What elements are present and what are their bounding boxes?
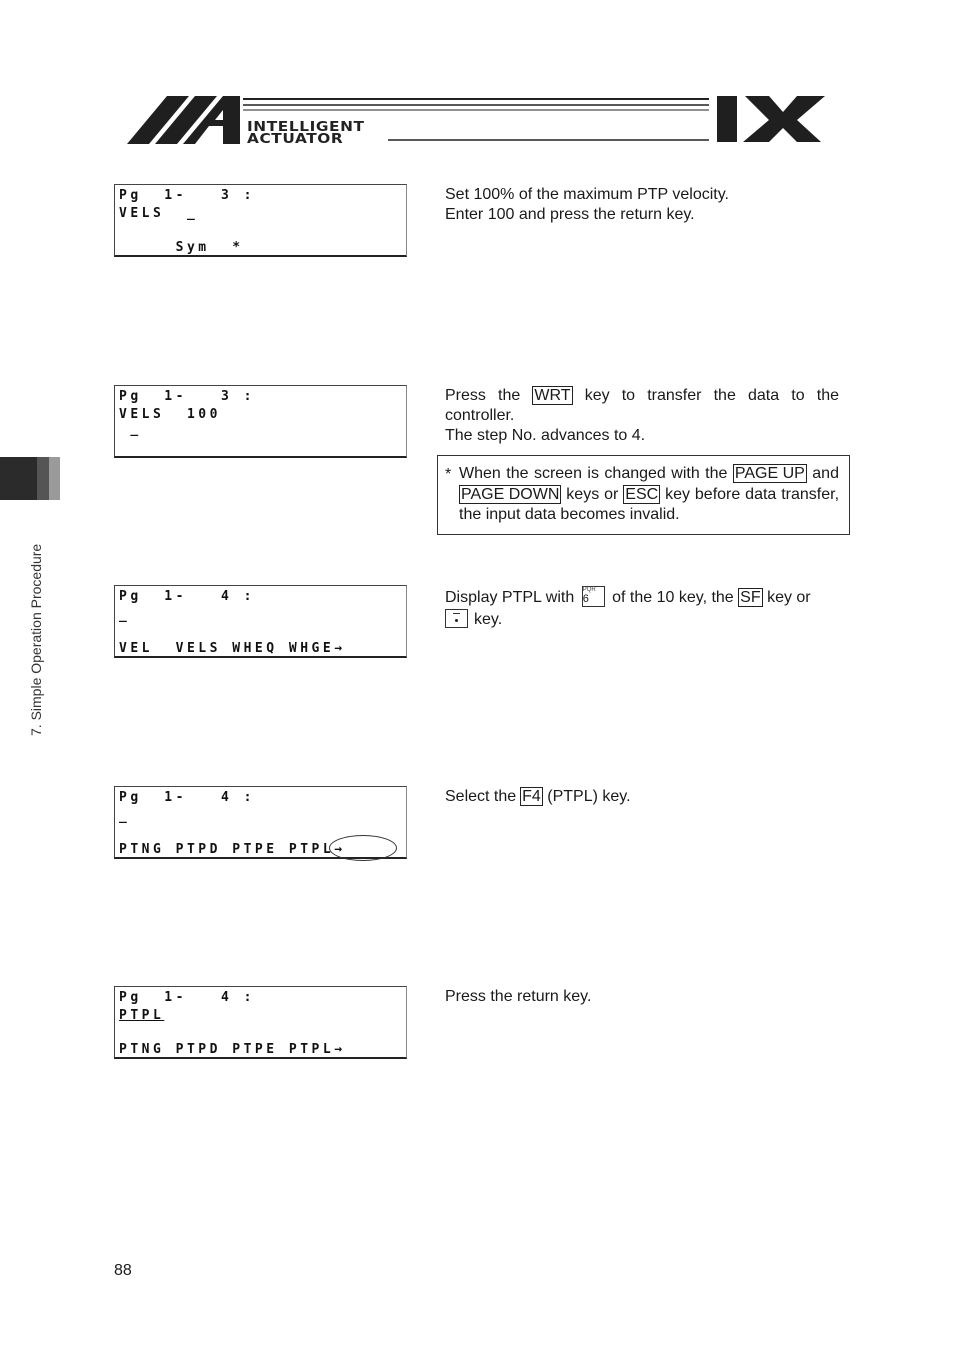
step2-post: key to transfer the data to the controller. <box>445 387 839 424</box>
lcd-row-1: Pg 1- 4 : <box>119 790 255 805</box>
lcd-row-2: _ <box>119 608 131 623</box>
lcd-panel-4 <box>114 786 407 859</box>
step4-text <box>445 787 839 807</box>
ix-logo-icon <box>717 94 827 144</box>
minus-period-key-icon <box>445 609 468 628</box>
chapter-label: 7. Simple Operation Procedure <box>28 543 44 736</box>
note-t4: key before data transfer, the input data becomes invalid. <box>459 485 840 523</box>
lcd-row-4: VEL VELS WHEQ WHGE→ <box>119 641 346 656</box>
lcd-panel-5 <box>114 986 407 1059</box>
ptpl-highlight-ellipse <box>329 835 397 861</box>
step1-text <box>445 185 839 225</box>
step4-post: (PTPL) key. <box>547 788 631 805</box>
lcd-row-1: Pg 1- 4 : <box>119 589 255 604</box>
page-down-key: PAGE DOWN <box>461 485 560 503</box>
ia-logo-icon <box>127 94 242 144</box>
chapter-tab-light <box>49 457 60 500</box>
lcd-row-2: PTPL <box>119 1008 165 1023</box>
step5-text: Press the return key. <box>445 988 592 1005</box>
step1-line1: Set 100% of the maximum PTP velocity. <box>445 186 729 203</box>
step4-pre: Select the <box>445 788 517 805</box>
key-6-icon <box>582 586 605 607</box>
lcd-row-4: PTNG PTPD PTPE PTPL→ <box>119 1042 346 1057</box>
step2-line2: The step No. advances to 4. <box>445 427 646 444</box>
lcd-panel-3 <box>114 585 407 658</box>
step1-line2: Enter 100 and press the return key. <box>445 206 695 223</box>
logo-intelligent-text: INTELLIGENT <box>247 120 365 135</box>
lcd-row-2: VELS _ <box>119 206 199 221</box>
note-text <box>459 464 839 526</box>
f4-key: F4 <box>522 788 541 805</box>
step2-text <box>445 386 839 446</box>
step3-post: key or <box>767 589 811 606</box>
step3-mid: of the 10 key, the <box>612 589 734 606</box>
lcd-row-4: Sym * <box>119 240 244 255</box>
note-t2: and <box>812 465 839 482</box>
lcd-row-1: Pg 1- 3 : <box>119 389 255 404</box>
note-t3: keys or <box>566 485 619 503</box>
key-6-label: 6 <box>582 593 589 605</box>
lcd-row-3: _ <box>119 422 142 437</box>
step3-text <box>445 586 839 630</box>
note-t1: When the screen is changed with the <box>459 465 728 482</box>
lcd-panel-2 <box>114 385 407 458</box>
step3-pre: Display PTPL with <box>445 589 575 606</box>
page-up-key: PAGE UP <box>734 465 805 482</box>
lcd-panel-1 <box>114 184 407 257</box>
chapter-tab-mid <box>37 457 49 500</box>
esc-key: ESC <box>625 485 659 503</box>
wrt-key: WRT <box>534 387 571 404</box>
step2-pre: Press the <box>445 387 521 404</box>
lcd-row-1: Pg 1- 4 : <box>119 990 255 1005</box>
logo-actuator-text: ACTUATOR <box>247 132 344 147</box>
lcd-row-1: Pg 1- 3 : <box>119 188 255 203</box>
lcd-row-2: _ <box>119 809 131 824</box>
lcd-row-4: PTNG PTPD PTPE PTPL→ <box>119 842 346 857</box>
step3-end: key. <box>474 611 503 628</box>
lcd-row-2: VELS 100 <box>119 407 221 422</box>
sf-key: SF <box>740 589 761 606</box>
note-asterisk: * <box>445 466 452 483</box>
chapter-tab-dark <box>0 457 37 500</box>
key-6-small-label: PQR <box>582 587 596 593</box>
page-number: 88 <box>114 1262 132 1279</box>
